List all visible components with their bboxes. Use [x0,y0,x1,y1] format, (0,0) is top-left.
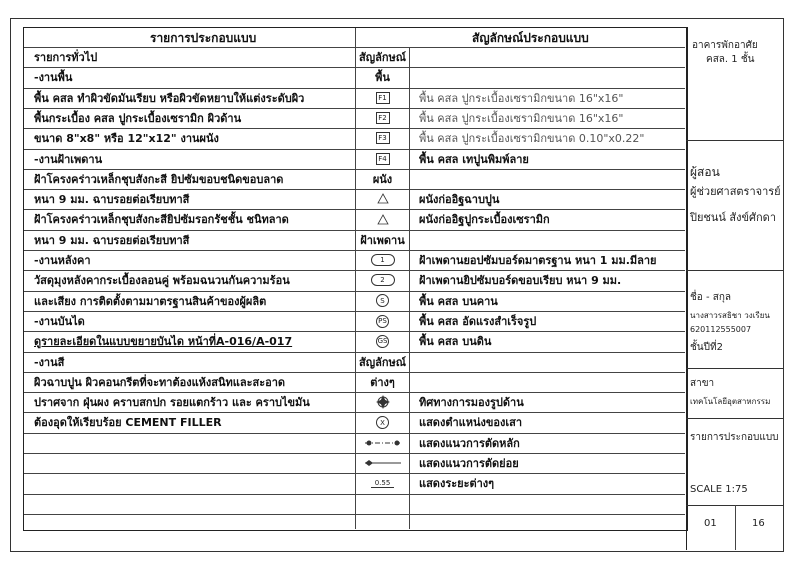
symbol-cir-icon [356,412,409,432]
tb-scale: SCALE 1:75 [690,484,748,495]
table-row [24,331,685,332]
table-row [24,372,685,373]
row-symbol-meaning: พื้น คสล ปูกระเบื้องเซรามิกขนาด 0.10"x0.22" [419,132,645,146]
symbol-heading: ต่างๆ [370,375,395,389]
row-symbol-meaning: ฝ้าเพดานยิปซัมบอร์ดขอบเรียบ หนา 9 มม. [419,274,622,288]
tb-student-label: ชื่อ - สกุล [690,292,732,303]
tb-sheet-no: 01 [704,518,717,529]
tb-major: เทคโนโลยีอุตสาหกรรม [690,397,771,406]
table-row [24,189,685,190]
table-row [24,392,685,393]
tb-teacher-name: ปิยชนน์ สังข์ศักดา [690,211,776,224]
row-description: หนา 9 มม. ฉาบรอยต่อเรียบทาสี [34,193,190,207]
row-description: -งานพื้น [34,71,73,85]
row-description: ฝ้าโครงคร่าวเหล็กชุบสังกะสียิปซัมรอกรัชชั้น ชนิทลาด [34,213,289,227]
row-symbol-meaning: พื้น คสล อัดแรงสำเร็จรูป [419,314,537,328]
row-symbol-meaning: ผนังก่ออิฐฉาบปูน [419,193,500,207]
table-row [24,108,685,109]
table-row [24,250,685,251]
symbol-label: F3 [376,132,390,144]
symbol-heading: ฝ้าเพดาน [360,233,405,247]
symbol-label: PS [376,315,389,328]
symbol-label: F4 [376,153,390,165]
symbol-heading: สัญลักษณ์ [359,51,406,64]
symbol-heading: ผนัง [372,172,393,186]
divider-symbol [409,47,410,529]
symbol-ov-icon [356,250,409,270]
symbol-ov-icon [356,270,409,290]
row-description: -งานสี [34,355,65,369]
tb-teacher-label: ผู้สอน [690,165,720,179]
symbol-cut1-icon [356,433,409,453]
row-symbol-meaning: แสดงตำแหน่งของเสา [419,416,523,430]
row-description: หนา 9 มม. ฉาบรอยต่อเรียบทาสี [34,233,190,247]
row-description: รายการทั่วไป [34,51,98,64]
symbol-heading: พื้น [375,71,390,85]
row-symbol-meaning: พื้น คสล บนดิน [419,335,492,349]
symbol-comp-icon [356,392,409,412]
row-symbol-meaning: พื้น คสล บนคาน [419,294,498,308]
tb-major-label: สาขา [690,378,715,389]
row-description: ขนาด 8"x8" หรือ 12"x12" งานผนัง [34,132,219,146]
table-row [24,209,685,210]
symbol-heading: สัญลักษณ์ [359,355,406,369]
table-row [24,412,685,413]
symbol-label: GS [376,335,389,348]
table-row [24,230,685,231]
symbol-label: X [376,416,389,429]
symbol-tri-icon [356,209,409,229]
symbol-label: 2 [371,274,395,286]
row-description: -งานบันได [34,314,85,328]
header-left: รายการประกอบแบบ [150,31,257,45]
row-description: ต้องอุดให้เรียบร้อย CEMENT FILLER [34,416,222,430]
table-row [24,67,685,68]
row-symbol-meaning: แสดงระยะต่างๆ [419,477,495,491]
row-symbol-meaning: ทิศทางการมองรูปด้าน [419,396,524,410]
tb-student-id: 620112555007 [690,325,752,334]
row-description: ฝ้าโครงคร่าวเหล็กชุบสังกะสี ยิปซัมขอบชนิดขอบลาด [34,172,284,186]
row-symbol-meaning: แสดงแนวการตัดหลัก [419,436,520,450]
table-row [24,291,685,292]
symbol-cut2-icon [356,453,409,473]
row-symbol-meaning: พื้น คสล เทปูนพิมพ์ลาย [419,152,529,166]
tb-storeys: คสล. 1 ชั้น [706,54,755,65]
tb-total: 16 [752,518,765,529]
row-description: วัสดุมุงหลังคากระเบื้องลอนคู่ พร้อมฉนวนกันความร้อน [34,274,290,288]
symbol-tri-icon [356,189,409,209]
row-description: -งานฝ้าเพดาน [34,152,103,166]
row-description: และเสียง การติดตั้งตามมาตรฐานสินค้าของผู้ผลิต [34,294,267,308]
symbol-sq-icon [356,88,409,108]
row-symbol-meaning: พื้น คสล ปูกระเบื้องเซรามิกขนาด 16"x16" [419,111,624,125]
symbol-cir-icon [356,291,409,311]
table-row [24,494,685,495]
row-description: ผิวฉาบปูน ผิวคอนกรีตที่จะทาต้องแห้งสนิทและสะอาด [34,375,286,389]
row-symbol-meaning: ผนังก่ออิฐปูกระเบื้องเซรามิก [419,213,550,227]
row-description: ดูรายละเอียดในแบบขยายบันได หน้าที่A-016/A-017 [34,335,293,349]
tb-year: ชั้นปีที่2 [690,342,723,353]
titleblock-border [686,27,687,550]
row-description: พื้นกระเบื้อง คสล ปูกระเบื้องเซรามิก ผิวด้าน [34,111,242,125]
tb-student-name: นางสาวรสธิชา วงเรียน [690,311,770,320]
symbol-cir-icon [356,331,409,351]
table-row [24,311,685,312]
row-symbol-meaning: พื้น คสล ปูกระเบื้องเซรามิกขนาด 16"x16" [419,91,624,105]
symbol-dim-icon [356,473,409,493]
tb-teacher-role: ผู้ช่วยศาสตราจารย์ [690,185,781,198]
tb-building: อาคารพักอาศัย [692,40,758,51]
table-row [24,88,685,89]
table-row [24,128,685,129]
row-description: ปราศจาก ฝุ่นผง คราบสกปก รอยแตกร้าว และ คราบไขมัน [34,396,310,410]
header-right: สัญลักษณ์ประกอบแบบ [472,31,589,45]
row-description: พื้น คสล ทำผิวขัดมันเรียบ หรือผิวขัดหยาบให้แต่งระดับผิว [34,91,305,105]
symbol-sq-icon [356,149,409,169]
symbol-sq-icon [356,128,409,148]
table-row [24,352,685,353]
table-row [24,149,685,150]
symbol-label: F1 [376,92,390,104]
row-symbol-meaning: ฝ้าเพดานยอปซัมบอร์ดมาตรฐาน หนา 1 มม.มีลาย [419,254,657,267]
table-row [24,514,685,515]
table-row [24,453,685,454]
symbol-cir-icon [356,311,409,331]
symbol-sq-icon [356,108,409,128]
symbol-label: F2 [376,112,390,124]
row-description: -งานหลังคา [34,254,91,267]
symbol-label: 1 [371,254,395,266]
table-row [24,473,685,474]
symbol-label: S [376,294,389,307]
table-row [24,270,685,271]
table-row [24,169,685,170]
row-symbol-meaning: แสดงแนวการตัดย่อย [419,457,519,470]
dimension-label: 0.55 [371,479,395,488]
tb-sheet-title: รายการประกอบแบบ [690,432,779,443]
table-row [24,433,685,434]
